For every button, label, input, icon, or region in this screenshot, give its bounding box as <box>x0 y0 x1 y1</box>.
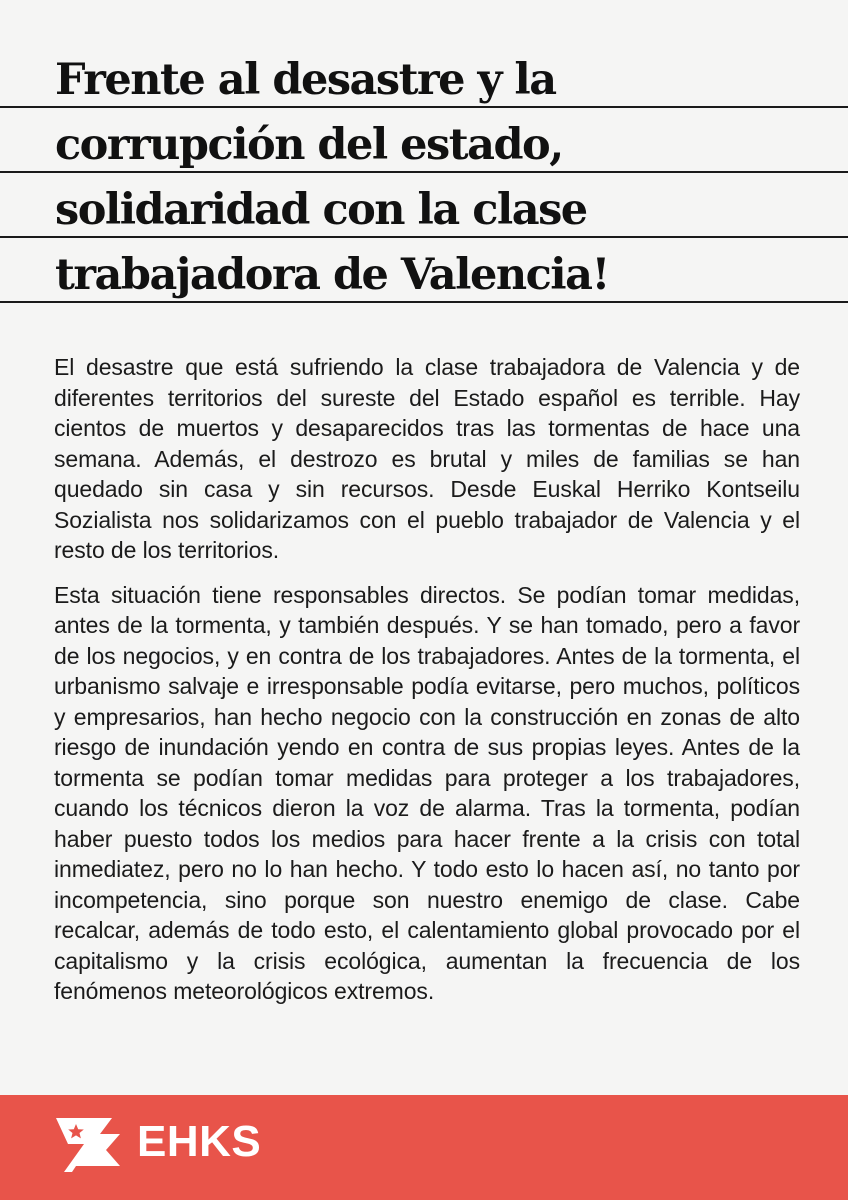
title-line: solidaridad con la clase <box>55 185 587 235</box>
flag-with-star-icon <box>54 1114 124 1172</box>
paragraph: El desastre que está sufriendo la clase trabajadora de Valencia y de diferentes territorios del sureste del Estado español es terrible. Hay cientos de muertos y desaparecidos tras las tormentas de hace una semana. Además, el destrozo es brutal y miles de familias se han quedado sin casa y sin recursos. Desde Euskal Herriko Kontseilu Sozialista nos solidarizamos con el pueblo trabajador de Valencia y el resto de los territorios. <box>54 354 800 563</box>
page-title <box>55 48 609 308</box>
article-body <box>54 352 800 1021</box>
footer-band <box>0 1095 848 1200</box>
brand-logo-text: EHKS <box>137 1117 262 1166</box>
paragraph: Esta situación tiene responsables directos. Se podían tomar medidas, antes de la tormenta, y también después. Y se han tomado, pero a favor de los negocios, y en contra de los trabajadores. Antes de la tormenta, el urbanismo salvaje e irresponsable podía evitarse, pero muchos, políticos y empresarios, han hecho negocio con la construcción en zonas de alto riesgo de inundación yendo en contra de sus propias leyes. Antes de la tormenta se podían tomar medidas para proteger a los trabajadores, cuando los técnicos dieron la voz de alarma. Tras la tormenta, podían haber puesto todos los medios para hacer frente a la crisis con total inmediatez, pero no lo han hecho. Y todo esto lo hacen así, no tanto por incompetencia, sino porque son nuestro enemigo de clase. Cabe recalcar, además de todo esto, el calentamiento global provocado por el capitalismo y la crisis ecológica, aumentan la frecuencia de los fenómenos meteorológicos extremos. <box>54 581 800 1004</box>
title-line: Frente al desastre y la <box>55 55 556 105</box>
title-line: trabajadora de Valencia! <box>55 250 609 300</box>
title-line: corrupción del estado, <box>55 120 563 170</box>
